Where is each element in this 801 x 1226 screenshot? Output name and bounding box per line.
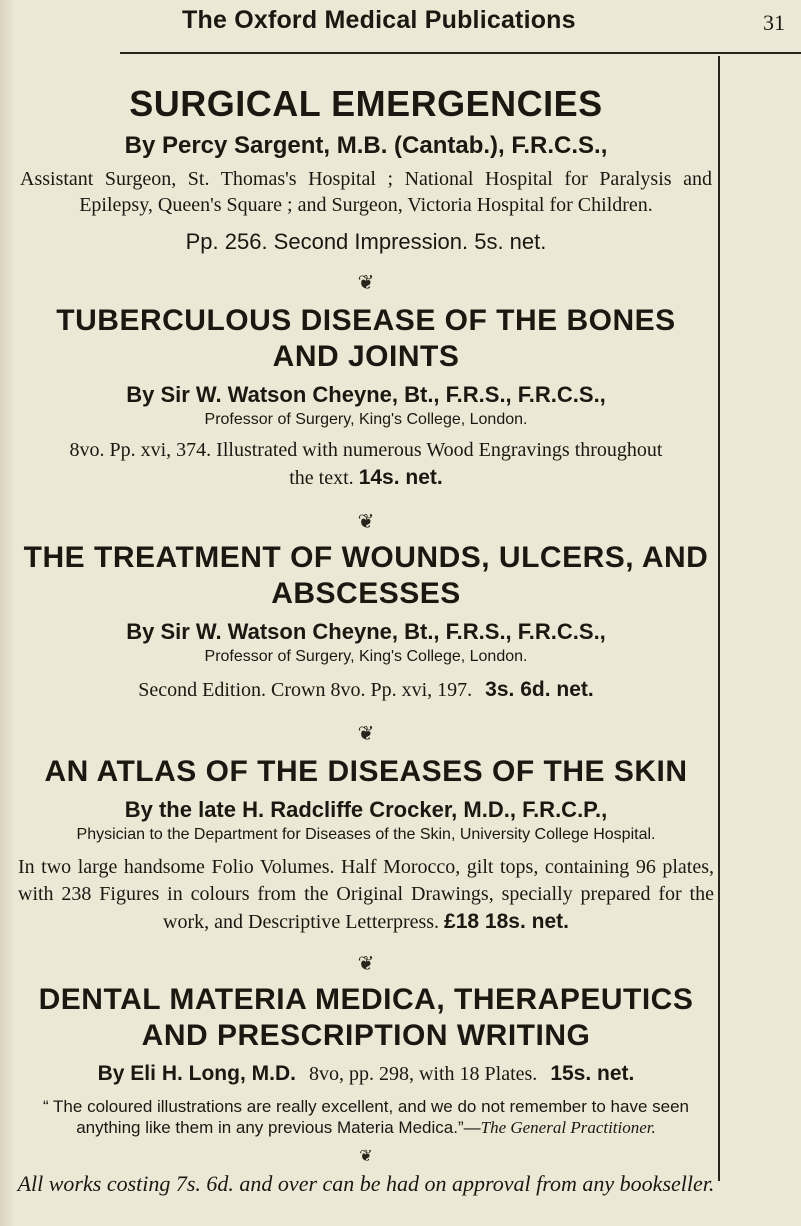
book-price: 15s. net. [550,1062,635,1085]
book-details [16,676,716,704]
book-affiliation: Physician to the Department for Diseases of the Skin, University College Hospital. [76,826,656,843]
page-gutter-shadow [0,0,14,1226]
book-details-text: 8vo, pp. 298, with 18 Plates. [308,1063,538,1085]
book-title-line: ABSCESSES [271,577,461,610]
book-details [16,437,716,492]
book-details-text: Second Edition. Crown 8vo. Pp. xvi, 197. [138,679,473,701]
book-entry [16,540,716,704]
header-rule [120,52,801,54]
book-title-line: THE TREATMENT OF WOUNDS, ULCERS, AND [23,541,709,574]
book-price: £18 18s. net. [444,910,569,933]
review-quote [16,1096,716,1138]
running-head [0,0,801,46]
book-details [16,1060,716,1088]
book-affiliation: Professor of Surgery, King's College, London. [204,411,528,428]
book-entry [16,303,716,492]
book-details-text: 8vo. Pp. xvi, 374. Illustrated with numerous Wood Engravings throughout the text. [69,439,663,489]
book-title-line: AND JOINTS [272,340,460,373]
book-details-text: In two large handsome Folio Volumes. Half Morocco, gilt tops, containing 96 plates, with 238 Figures in colours from the Original Drawings, specially prepared for the work, and Descriptive Letterpress. [18,856,714,933]
book-price: 14s. net. [358,466,443,489]
book-details [16,228,716,257]
review-quote-text: “ The coloured illustrations are really excellent, and we do not remember to have seen anything like them in any previous Materia Medica.”— [42,1097,690,1137]
book-author: By Percy Sargent, M.B. (Cantab.), F.R.C.S., [124,132,608,159]
page-number: 31 [763,10,785,35]
book-entry [16,982,716,1138]
book-title: SURGICAL EMERGENCIES [129,83,603,124]
book-author: By Eli H. Long, M.D. [97,1062,296,1085]
book-details [16,854,716,936]
book-title-line: AND PRESCRIPTION WRITING [141,1019,591,1052]
book-affiliation: Professor of Surgery, King's College, London. [204,648,528,665]
book-affiliation: Assistant Surgeon, St. Thomas's Hospital ; National Hospital for Paralysis and Epilepsy, Queen's Square ; and Surgeon, Victoria Hospital for Children. [20,168,712,216]
fleuron-icon: ❦ [357,272,375,294]
book-details-text: Pp. 256. Second Impression. 5s. net. [185,229,547,254]
fleuron-icon: ❦ [357,511,375,533]
review-quote-source: The General Practitioner. [480,1118,656,1137]
approval-note: All works costing 7s. 6d. and over can be had on approval from any bookseller. [17,1171,715,1196]
fleuron-icon: ❦ [357,953,375,975]
book-price: 3s. 6d. net. [485,678,594,701]
book-title: AN ATLAS OF THE DISEASES OF THE SKIN [44,755,688,788]
book-title-line: DENTAL MATERIA MEDICA, THERAPEUTICS [38,983,694,1016]
running-head-title: The Oxford Medical Publications [182,6,576,34]
catalogue-entries [16,56,716,1198]
book-entry [16,754,716,936]
right-border-rule [718,56,720,1181]
fleuron-icon: ❦ [359,1148,373,1165]
book-author: By Sir W. Watson Cheyne, Bt., F.R.S., F.R.C.S., [126,619,606,644]
fleuron-icon: ❦ [357,723,375,745]
book-author: By the late H. Radcliffe Crocker, M.D., F.R.C.P., [124,797,608,822]
book-title-line: TUBERCULOUS DISEASE OF THE BONES [56,304,676,337]
book-entry [16,56,716,257]
book-author: By Sir W. Watson Cheyne, Bt., F.R.S., F.R.C.S., [126,382,606,407]
